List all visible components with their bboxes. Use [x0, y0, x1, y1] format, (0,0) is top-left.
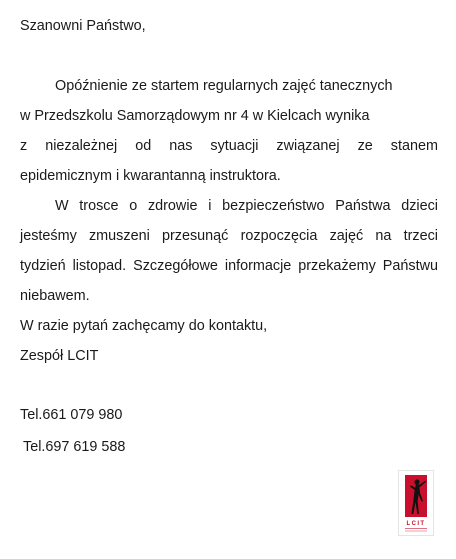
paragraph-2-line-4: niebawem. — [20, 288, 90, 304]
signature: Zespół LCIT — [20, 348, 99, 364]
paragraph-2-line-2: jesteśmy zmuszeni przesunąć rozpoczęcia zajęć na trzeci — [20, 228, 438, 244]
logo-line-2 — [405, 531, 427, 532]
phone-number-2: Tel.697 619 588 — [23, 439, 126, 455]
paragraph-1-line-1: Opóźnienie ze startem regularnych zajęć tanecznych — [55, 78, 393, 94]
paragraph-2-line-1: W trosce o zdrowie i bezpieczeństwo Państwa dzieci — [55, 198, 438, 214]
dancer-silhouette-logo-icon — [399, 471, 433, 535]
lcit-logo — [398, 470, 434, 536]
paragraph-1-line-3: z niezależnej od nas sytuacji związanej ze stanem — [20, 138, 438, 154]
paragraph-1-line-2: w Przedszkolu Samorządowym nr 4 w Kielcach wynika — [20, 108, 370, 124]
logo-lettering: LCIT — [406, 521, 426, 527]
greeting: Szanowni Państwo, — [20, 18, 146, 34]
phone-number-1: Tel.661 079 980 — [20, 407, 123, 423]
paragraph-2-line-3: tydzień listopad. Szczegółowe informacje przekażemy Państwu — [20, 258, 438, 274]
contact-invitation: W razie pytań zachęcamy do kontaktu, — [20, 318, 268, 334]
paragraph-1-line-4: epidemicznym i kwarantanną instruktora. — [20, 168, 281, 184]
logo-line-1 — [405, 528, 427, 529]
